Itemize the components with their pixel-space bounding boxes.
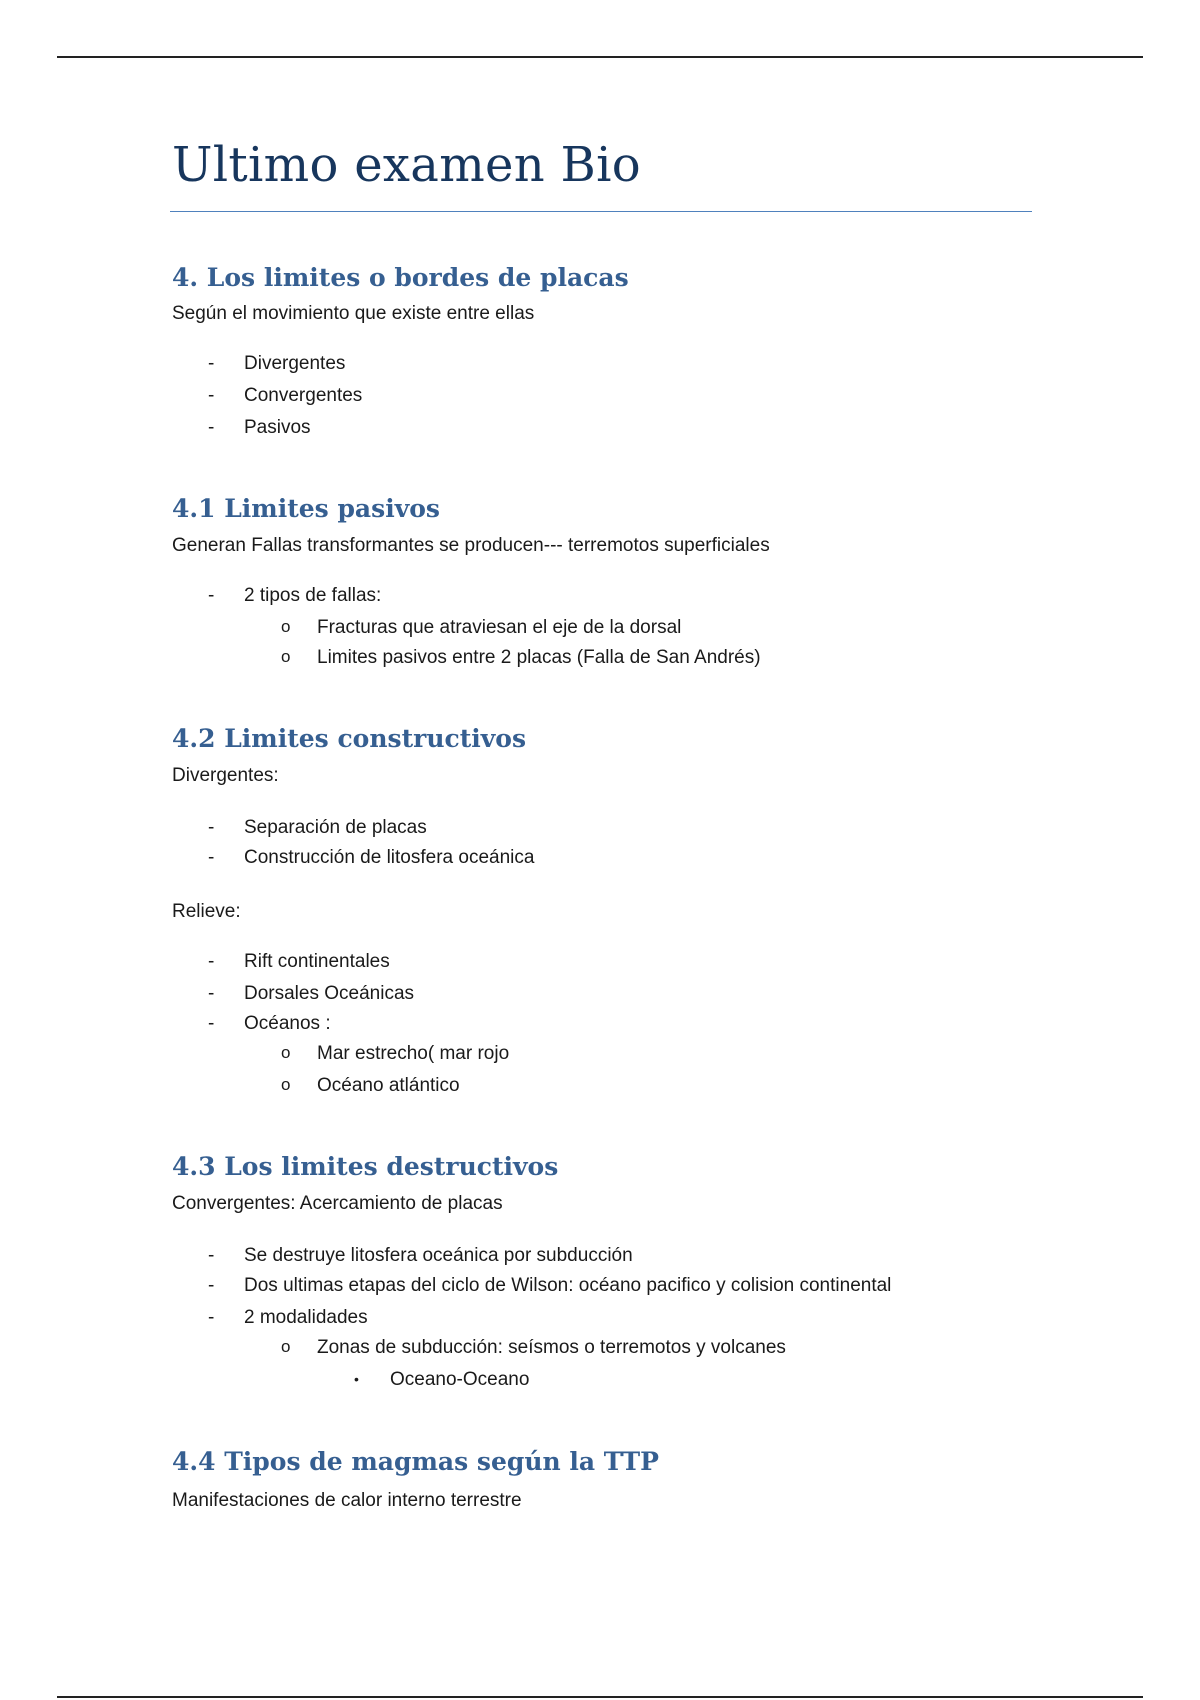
list-item: 2 tipos de fallas: xyxy=(244,585,382,606)
sub-list-item: Zonas de subducción: seísmos o terremotos y volcanes xyxy=(317,1337,786,1358)
list-marker-circle: o xyxy=(281,1337,291,1356)
list-item-pasivos: Pasivos xyxy=(244,417,311,438)
list-marker: - xyxy=(208,385,215,406)
list-marker: - xyxy=(208,847,215,868)
section-heading-4-2: 4.2 Limites constructivos xyxy=(172,724,527,753)
list-marker: - xyxy=(208,1245,215,1266)
list-marker-circle: o xyxy=(281,1043,291,1062)
list-item: Separación de placas xyxy=(244,817,427,838)
list-item: Se destruye litosfera oceánica por subducción xyxy=(244,1245,633,1266)
sub-list-item: Fracturas que atraviesan el eje de la dorsal xyxy=(317,617,682,638)
section-4-2-relieve: Relieve: xyxy=(172,901,241,922)
list-item: Dos ultimas etapas del ciclo de Wilson: océano pacifico y colision continental xyxy=(244,1275,892,1296)
section-4-4-intro: Manifestaciones de calor interno terrestre xyxy=(172,1490,522,1511)
section-heading-4-4: 4.4 Tipos de magmas según la TTP xyxy=(172,1447,659,1476)
list-marker: - xyxy=(208,1307,215,1328)
list-marker: - xyxy=(208,983,215,1004)
list-marker-bullet: • xyxy=(354,1371,359,1387)
sub-sub-list-item: Oceano-Oceano xyxy=(390,1369,530,1390)
list-item: Dorsales Oceánicas xyxy=(244,983,415,1004)
list-item: Construcción de litosfera oceánica xyxy=(244,847,535,868)
section-4-3-intro: Convergentes: Acercamiento de placas xyxy=(172,1193,503,1214)
list-item-divergentes: Divergentes xyxy=(244,353,346,374)
list-item: 2 modalidades xyxy=(244,1307,368,1328)
page-title: Ultimo examen Bio xyxy=(172,137,641,193)
sub-list-item: Mar estrecho( mar rojo xyxy=(317,1043,510,1064)
list-item: Océanos : xyxy=(244,1013,331,1034)
section-4-1-intro: Generan Fallas transformantes se producen--- terremotos superficiales xyxy=(172,535,770,556)
section-heading-4-3: 4.3 Los limites destructivos xyxy=(172,1152,559,1181)
list-marker: - xyxy=(208,417,215,438)
list-marker: - xyxy=(208,353,215,374)
list-marker-circle: o xyxy=(281,1075,291,1094)
list-marker: - xyxy=(208,817,215,838)
header-rule xyxy=(57,56,1143,58)
sub-list-item: Océano atlántico xyxy=(317,1075,460,1096)
section-heading-4: 4. Los limites o bordes de placas xyxy=(172,263,629,292)
list-marker: - xyxy=(208,951,215,972)
list-marker-circle: o xyxy=(281,647,291,666)
title-underline xyxy=(170,211,1032,212)
list-marker-circle: o xyxy=(281,617,291,636)
section-4-2-intro: Divergentes: xyxy=(172,765,279,786)
section-4-intro: Según el movimiento que existe entre ellas xyxy=(172,303,535,324)
list-marker: - xyxy=(208,1275,215,1296)
list-item-convergentes: Convergentes xyxy=(244,385,363,406)
section-heading-4-1: 4.1 Limites pasivos xyxy=(172,494,440,523)
footer-rule xyxy=(57,1696,1143,1698)
list-item: Rift continentales xyxy=(244,951,390,972)
list-marker: - xyxy=(208,1013,215,1034)
sub-list-item: Limites pasivos entre 2 placas (Falla de San Andrés) xyxy=(317,647,761,668)
list-marker: - xyxy=(208,585,215,606)
